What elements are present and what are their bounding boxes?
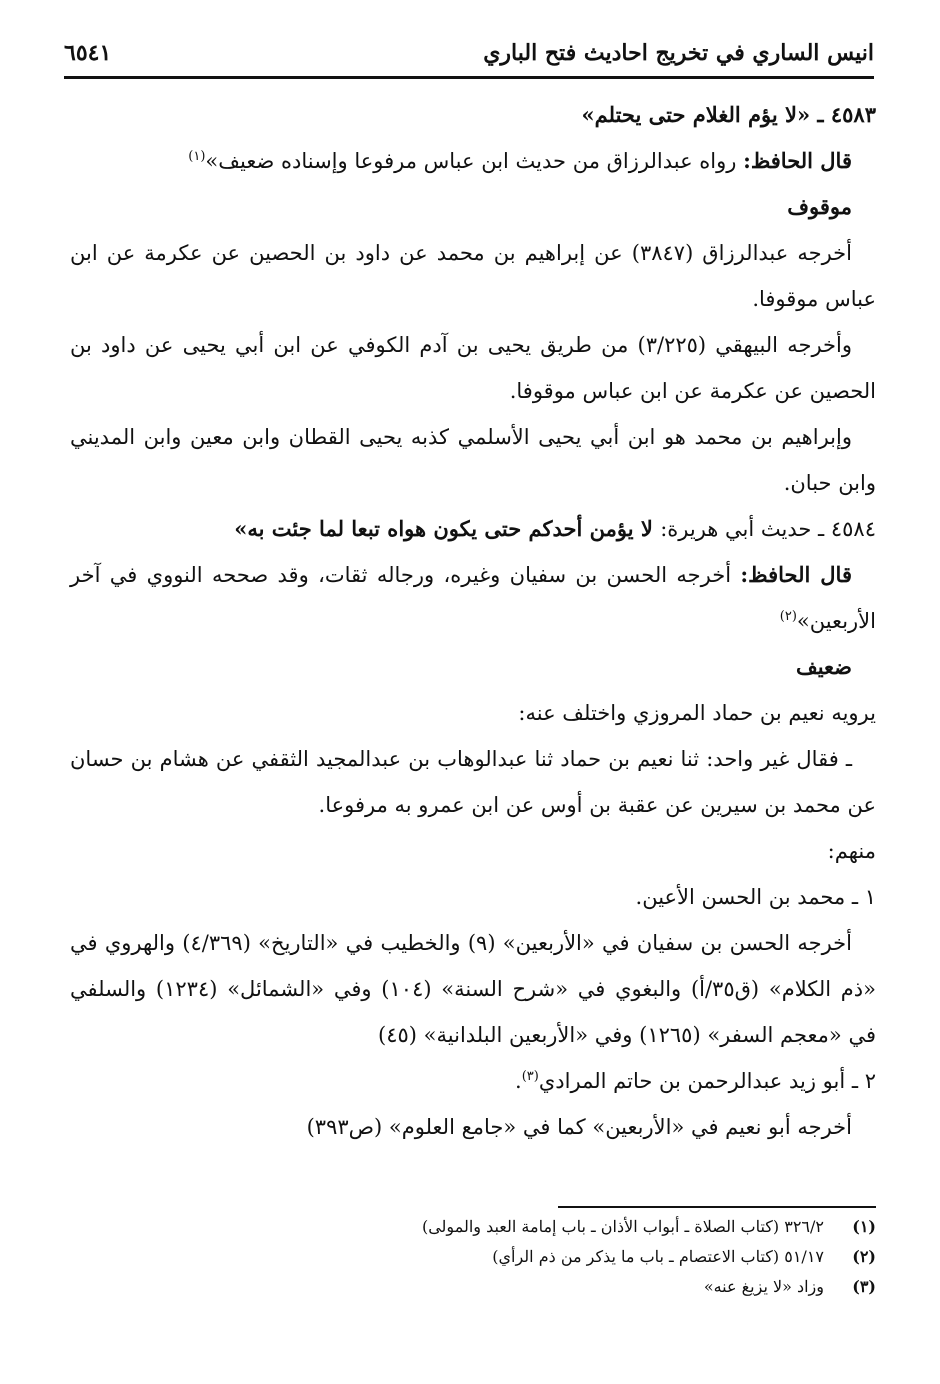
paragraph <box>70 92 876 138</box>
paragraph <box>70 552 876 644</box>
footnote <box>70 1242 876 1272</box>
footnote <box>70 1272 876 1302</box>
paragraph-text: رواه عبدالرزاق من حديث ابن عباس مرفوعا وإسناده ضعيف» <box>205 149 744 173</box>
paragraph-text: ١ ـ محمد بن الحسن الأعين. <box>635 885 876 909</box>
paragraph-text: أخرجه الحسن بن سفيان في «الأربعين» (٩) والخطيب في «التاريخ» (٤/٣٦٩) والهروي في «ذم الكلام» (ق٣٥/أ) والبغوي في «شرح السنة» (١٠٤) وفي «الشمائل» (١٢٣٤) والسلفي في «معجم السفر» (١٢٦٥) وفي «الأربعين البلدانية» (٤٥) <box>70 931 876 1047</box>
paragraph-text: يرويه نعيم بن حماد المروزي واختلف عنه: <box>518 701 876 725</box>
paragraph <box>70 1058 876 1104</box>
paragraph <box>70 874 876 920</box>
footnote-ref: (٣) <box>521 1069 539 1084</box>
paragraph-text: ضعيف <box>795 654 852 679</box>
paragraph-label: قال الحافظ: <box>740 562 852 587</box>
paragraph-text: أخرجه أبو نعيم في «الأربعين» كما في «جامع العلوم» (ص٣٩٣) <box>306 1115 852 1139</box>
footnote-number: (١) <box>852 1217 876 1236</box>
page-header <box>64 38 874 79</box>
paragraph-text: أخرجه الحسن بن سفيان وغيره، ورجاله ثقات، وقد صححه النووي في آخر الأربعين» <box>70 563 876 633</box>
footnote-text: وزاد «لا يزيغ عنه» <box>703 1277 824 1296</box>
footnote <box>70 1212 876 1242</box>
paragraph-text: لا يؤمن أحدكم حتى يكون هواه تبعا لما جئت به» <box>234 516 661 541</box>
footnotes <box>70 1212 876 1302</box>
footnote-divider <box>558 1206 876 1208</box>
paragraph-tail: . <box>515 1069 522 1093</box>
paragraph-text: ـ فقال غير واحد: ثنا نعيم بن حماد ثنا عبدالوهاب بن عبدالمجيد الثقفي عن هشام بن حسان عن محمد بن سيرين عن عقبة بن أوس عن ابن عمرو به مرفوعا. <box>70 747 876 817</box>
footnote-number: (٢) <box>852 1247 876 1266</box>
paragraph <box>70 1104 876 1150</box>
paragraph-text: ٤٥٨٣ ـ «لا يؤم الغلام حتى يحتلم» <box>581 102 876 127</box>
footnote-text: ٣٢٦/٢ (كتاب الصلاة ـ أبواب الأذان ـ باب إمامة العبد والمولى) <box>421 1217 824 1236</box>
paragraph-text: وإبراهيم بن محمد هو ابن أبي يحيى الأسلمي كذبه يحيى القطان وابن معين وابن المديني وابن حبان. <box>70 425 876 495</box>
paragraph <box>70 184 876 230</box>
book-title: انيس الساري في تخريج احاديث فتح الباري <box>483 40 874 66</box>
paragraph <box>70 138 876 184</box>
footnote-number: (٣) <box>852 1277 876 1296</box>
paragraph-text: ٢ ـ أبو زيد عبدالرحمن بن حاتم المرادي <box>538 1069 876 1093</box>
paragraph-text: أخرجه عبدالرزاق (٣٨٤٧) عن إبراهيم بن محمد عن داود بن الحصين عن عكرمة عن ابن عباس موقوفا. <box>70 241 876 311</box>
main-text <box>70 92 876 1150</box>
paragraph-text: وأخرجه البيهقي (٣/٢٢٥) من طريق يحيى بن آدم الكوفي عن ابن أبي يحيى عن داود بن الحصين عن عكرمة عن ابن عباس موقوفا. <box>70 333 876 403</box>
paragraph <box>70 414 876 506</box>
paragraph <box>70 690 876 736</box>
footnote-ref: (٢) <box>779 609 797 624</box>
paragraph-text: موقوف <box>787 194 852 219</box>
paragraph <box>70 920 876 1058</box>
paragraph-label: ٤٥٨٤ ـ حديث أبي هريرة: <box>660 517 876 541</box>
footnote-ref: (١) <box>188 149 206 164</box>
paragraph <box>70 506 876 552</box>
paragraph <box>70 828 876 874</box>
paragraph <box>70 230 876 322</box>
footnote-text: ٥١/١٧ (كتاب الاعتصام ـ باب ما يذكر من ذم الرأي) <box>492 1247 824 1266</box>
paragraph <box>70 644 876 690</box>
paragraph-label: قال الحافظ: <box>743 148 852 173</box>
paragraph <box>70 736 876 828</box>
paragraph-text: منهم: <box>827 839 876 863</box>
page-number: ٦٥٤١ <box>64 40 112 66</box>
paragraph <box>70 322 876 414</box>
